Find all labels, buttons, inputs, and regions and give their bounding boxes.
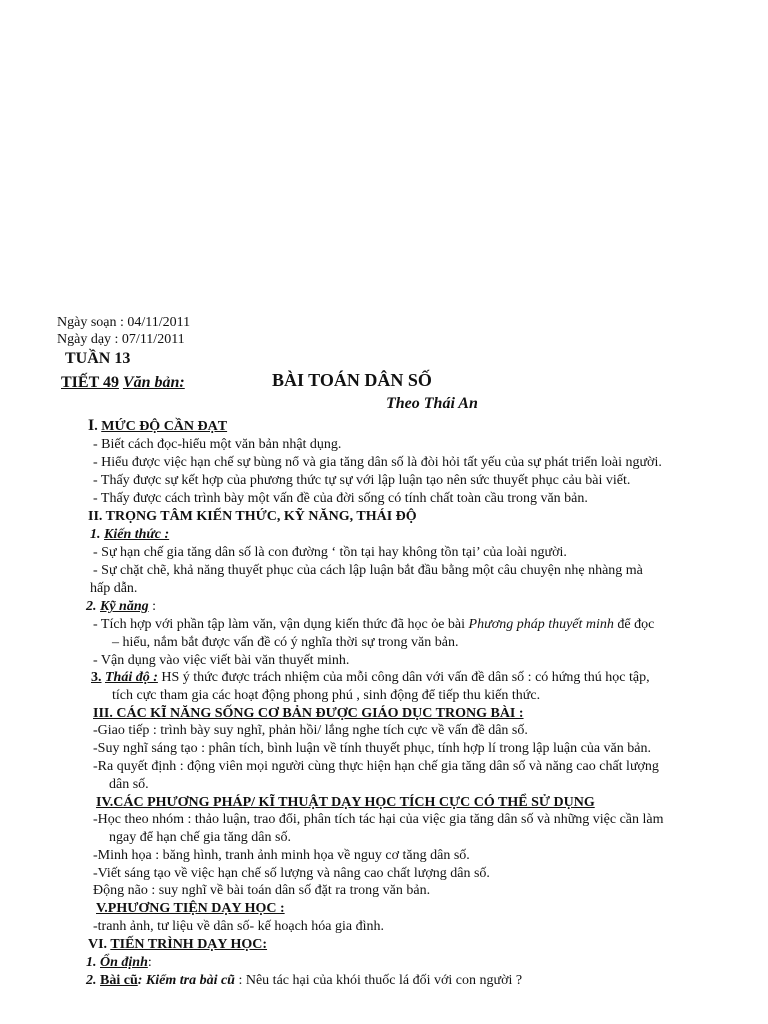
- kn-item-1-text: - Tích hợp với phần tập làm văn, vận dụng kiến thức đã học ỏe bài: [93, 617, 469, 632]
- s1-item: - Hiểu được việc hạn chế sự bùng nổ và gia tăng dân số là đòi hỏi tất yếu của sự phát triển loài người.: [93, 455, 662, 470]
- section-6-number: VI.: [88, 937, 111, 952]
- thai-do-label: Thái độ :: [105, 670, 158, 685]
- week-label: TUẦN 13: [65, 350, 131, 367]
- ky-nang-colon: :: [148, 599, 157, 614]
- kien-thuc-number: 1.: [90, 527, 101, 542]
- s1-item: - Biết cách đọc-hiểu một văn bản nhật dụng.: [93, 437, 342, 452]
- ky-nang-number: 2.: [86, 599, 97, 614]
- kt-item: - Sự hạn chế gia tăng dân số là con đường ‘ tồn tại hay không tồn tại’ của loài người.: [93, 545, 567, 560]
- bai-cu-line: [86, 972, 522, 989]
- section-1-heading: I. MỨC ĐỘ CẦN ĐẠT: [88, 417, 228, 434]
- s3-item: -Suy nghĩ sáng tạo : phân tích, bình luận về tính thuyết phục, tính hợp lí trong lập luận của văn bản.: [93, 741, 651, 756]
- kt-item: hấp dẫn.: [90, 581, 138, 596]
- kn-item-1-emphasis: Phương pháp thuyết minh: [468, 617, 614, 632]
- ngay-day: Ngày dạy : 07/11/2011: [57, 332, 185, 347]
- ky-nang-heading: [86, 598, 156, 615]
- s3-item: -Giao tiếp : trình bày suy nghĩ, phản hồi/ lắng nghe tích cực về vấn đề dân số.: [93, 723, 528, 738]
- bai-cu-label: Bài cũ: [100, 973, 138, 988]
- on-dinh-label: Ổn định: [100, 955, 148, 970]
- s4-item-3: -Viết sáng tạo về việc hạn chế số lượng và nâng cao chất lượng dân số.: [93, 866, 490, 881]
- van-ban-label: Văn bản:: [122, 374, 185, 391]
- ky-nang-label: Kỹ năng: [100, 599, 149, 614]
- thai-do-line: [91, 669, 650, 686]
- bai-cu-separator: :: [137, 973, 146, 988]
- section-3-heading: III. CÁC KĨ NĂNG SỐNG CƠ BẢN ĐƯỢC GIÁO DỤC TRONG BÀI :: [93, 706, 524, 721]
- s3-item: -Ra quyết định : động viên mọi người cùng thực hiện hạn chế gia tăng dân số và năng cao chất lượng: [93, 759, 659, 774]
- author-line: Theo Thái An: [386, 395, 478, 412]
- s4-item-1: -Học theo nhóm : thảo luận, trao đổi, phân tích tác hại của việc gia tăng dân số và những việc cần làm: [93, 812, 664, 827]
- kn-item-2: - Vận dụng vào việc viết bài văn thuyết minh.: [93, 653, 350, 668]
- section-5-heading: V.PHƯƠNG TIỆN DẠY HỌC :: [96, 901, 285, 916]
- lesson-line: [61, 374, 185, 391]
- ngay-soan: Ngày soạn : 04/11/2011: [57, 315, 191, 330]
- kn-item-1-end: để đọc: [613, 617, 655, 632]
- on-dinh-number: 1.: [86, 955, 100, 970]
- section-1-title: MỨC ĐỘ CẦN ĐẠT: [101, 419, 228, 434]
- bai-cu-number: 2.: [86, 973, 100, 988]
- bai-cu-question: : Nêu tác hại của khói thuốc lá đối với con người ?: [234, 973, 523, 988]
- s1-item: - Thấy được cách trình bày một vấn đề của đời sống có tính chất toàn cầu trong văn bản.: [93, 491, 588, 506]
- thai-do-number: 3.: [91, 670, 102, 685]
- lesson-number: TIẾT 49: [61, 374, 119, 391]
- section-1-number: I: [88, 417, 95, 434]
- kn-item-1: [93, 616, 654, 633]
- kien-thuc-heading: [90, 526, 169, 543]
- section-6-title: TIẾN TRÌNH DẠY HỌC:: [110, 937, 268, 952]
- document-title: BÀI TOÁN DÂN SỐ: [272, 370, 432, 390]
- s1-item: - Thấy được sự kết hợp của phương thức tự sự với lập luận tạo nên sức thuyết phục cảu bài viết.: [93, 473, 631, 488]
- kien-thuc-label: Kiến thức :: [104, 527, 170, 542]
- s3-item-continued: dân số.: [109, 777, 149, 792]
- bai-cu-check: Kiểm tra bài cũ: [145, 973, 235, 988]
- s4-item-2: -Minh họa : băng hình, tranh ảnh minh họa về nguy cơ tăng dân số.: [93, 848, 470, 863]
- section-4-heading: IV.CÁC PHƯƠNG PHÁP/ KĨ THUẬT DẠY HỌC TÍCH CỰC CÓ THỂ SỬ DỤNG: [96, 795, 595, 810]
- on-dinh-line: [86, 954, 152, 971]
- s5-item: -tranh ảnh, tư liệu về dân số- kế hoạch hóa gia đình.: [93, 919, 384, 934]
- kn-item-1-continued: – hiểu, nắm bắt được vấn đề có ý nghĩa thời sự trong văn bản.: [112, 635, 459, 650]
- s4-item-4: Động não : suy nghĩ về bài toán dân số đặt ra trong văn bản.: [93, 883, 431, 898]
- section-6-heading: [88, 936, 267, 953]
- kt-item: - Sự chặt chẽ, khả năng thuyết phục của cách lập luận bắt đầu bằng một câu chuyện nhẹ nhàng mà: [93, 563, 643, 578]
- thai-do-continued: tích cực tham gia các hoạt động phong phú , sinh động để tiếp thu kiến thức.: [112, 688, 541, 703]
- section-2-heading: II. TRỌNG TÂM KIẾN THỨC, KỸ NĂNG, THÁI ĐỘ: [88, 509, 417, 524]
- on-dinh-colon: :: [147, 955, 152, 970]
- thai-do-text: HS ý thức được trách nhiệm của mỗi công dân với vấn đề dân số : có hứng thú học tập,: [157, 670, 650, 685]
- s4-item-1-continued: ngay để hạn chế gia tăng dân số.: [109, 830, 291, 845]
